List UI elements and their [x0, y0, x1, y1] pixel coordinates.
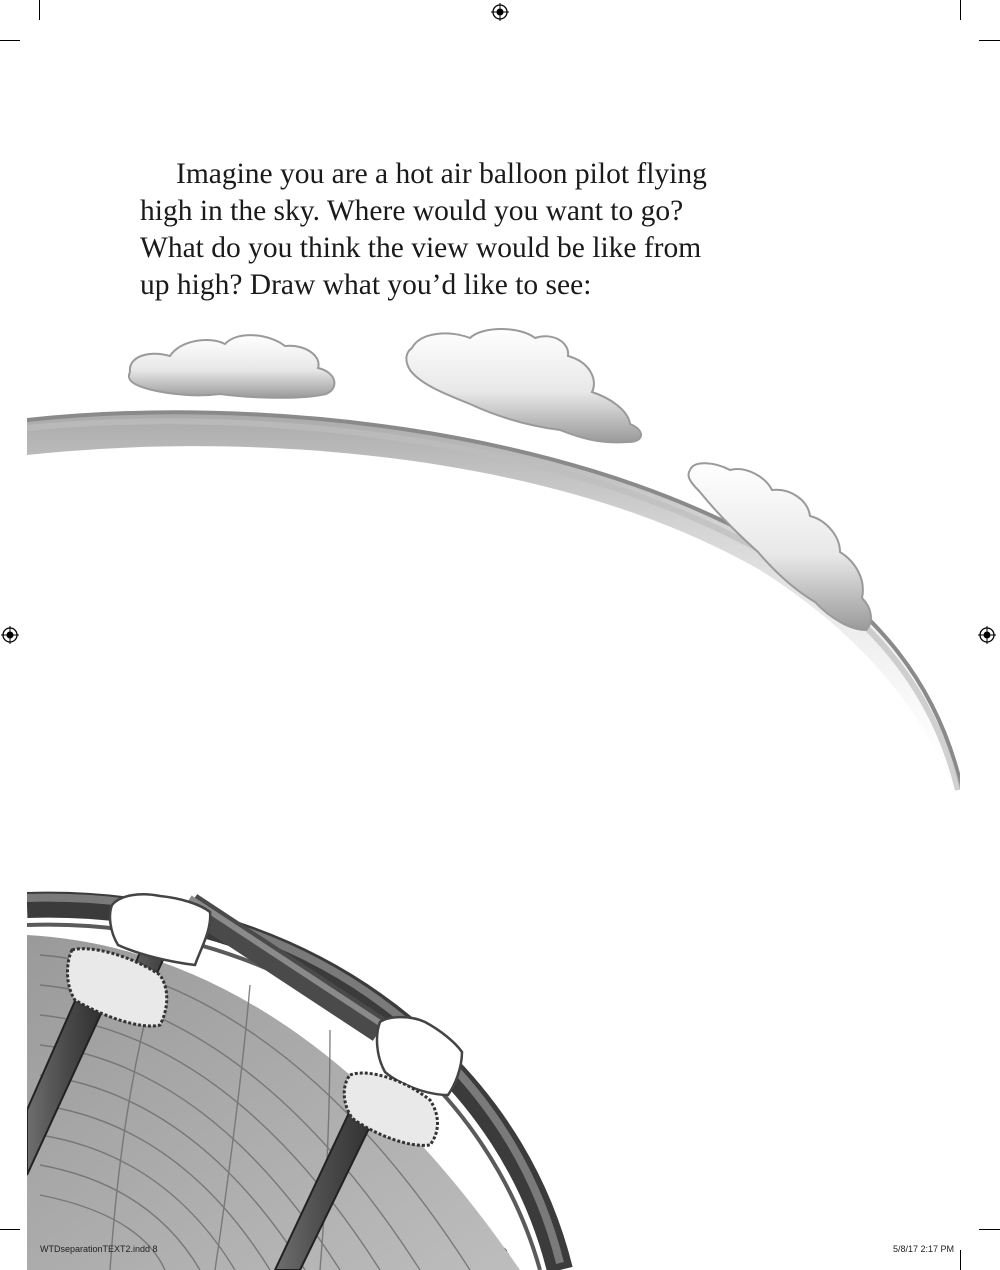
prompt-line: up high? Draw what you’d like to see:: [140, 269, 592, 301]
date-slug: 5/8/17 2:17 PM: [892, 1244, 954, 1254]
file-slug: WTDseparationTEXT2.indd 8: [40, 1244, 158, 1254]
cloud-middle: [406, 329, 641, 442]
horizon-curve: [27, 412, 962, 810]
balloon-basket: [27, 894, 560, 1270]
prompt-line: What do you think the view would be like from: [140, 232, 702, 264]
prompt-line: high in the sky. Where would you want to go?: [140, 195, 684, 227]
prompt-line: Imagine you are a hot air balloon pilot flying: [176, 158, 707, 190]
cloud-left: [129, 335, 335, 398]
